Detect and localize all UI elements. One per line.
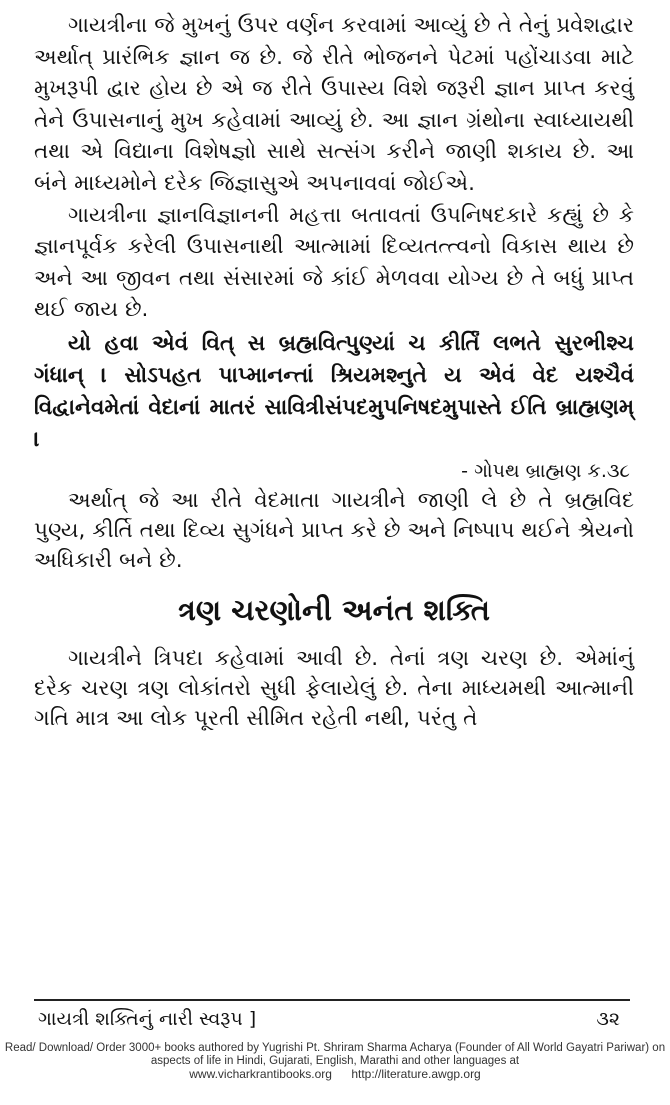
footer-divider bbox=[34, 999, 630, 1001]
page-number: ૩૨ bbox=[596, 1008, 620, 1030]
paragraph-intro: ગાયત્રીના જે મુખનું ઉપર વર્ણન કરવામાં આવ્યું છે તે તેનું પ્રવેશદ્વાર અર્થાત્ પ્રારંભિક જ્ઞાન જ છે. જે રીતે ભોજનને પેટમાં પહોંચાડવા માટે મુખરૂપી દ્વાર હોય છે એ જ રીતે ઉપાસ્ય વિશે જરૂરી જ્ઞાન પ્રાપ્ત કરવું તેને ઉપાસનાનું મુખ કહેવામાં આવ્યું છે. આ જ્ઞાન ગ્રંથોના સ્વાધ્યાયથી તથા એ વિદ્યાના વિશેષજ્ઞો સાથે સત્સંગ કરીને જાણી શકાય છે. આ બંને માધ્યમોને દરેક જિજ્ઞાસુએ અપનાવવાં જોઈએ. bbox=[34, 13, 634, 196]
section-heading: ત્રણ ચરણોની અનંત શક્તિ bbox=[178, 592, 490, 627]
credit-text: Read/ Download/ Order 3000+ books authored by Yugrishi Pt. Shriram Sharma Acharya (Founder of All World Gayatri Pariwar) on aspects of life in Hindi, Gujarati, English, Marathi and other languages at bbox=[4, 1042, 666, 1067]
page-body bbox=[34, 10, 634, 734]
footer-book-title: ગાયત્રી શક્તિનું નારી સ્વરૂપ ] bbox=[38, 1008, 257, 1030]
link-vicharkrantibooks[interactable]: www.vicharkrantibooks.org bbox=[189, 1067, 332, 1081]
credit-links bbox=[0, 1068, 670, 1081]
paragraph-tripada: ગાયત્રીને ત્રિપદા કહેવામાં આવી છે. તેનાં ત્રણ ચરણ છે. એમાંનું દરેક ચરણ ત્રણ લોકાંતરો સુધી ફેલાયેલું છે. તેના માધ્યમથી આત્માની ગતિ માત્ર આ લોક પૂરતી સીમિત રહેતી નથી, પરંતુ તે bbox=[34, 645, 634, 731]
sanskrit-verse: યો હવા એવં વિત્ સ બ્રહ્મવિત્પુણ્યાં ચ કીર્તિં લભતે સુરભીશ્ચ ગંધાન્ । સોઽપહત પાપ્માનન્તાં શ્રિયમશ્નુતે ય એવં વેદ યશ્ચૈવં વિદ્વાનેવમેતાં વેદાનાં માતરં સાવિત્રીસંપદમુપનિષદમુપાસ્તે ઈતિ બ્રાહ્મણમ્ । bbox=[34, 330, 634, 452]
verse-source: - ગોપથ બ્રાહ્મણ ક.૩૮ bbox=[461, 459, 630, 482]
link-literature-awgp[interactable]: http://literature.awgp.org bbox=[351, 1067, 481, 1081]
paragraph-meaning: અર્થાત્ જે આ રીતે વેદમાતા ગાયત્રીને જાણી લે છે તે બ્રહ્મવિદ પુણ્ય, કીર્તિ તથા દિવ્ય સુગંધને પ્રાપ્ત કરે છે અને નિષ્પાપ થઈને શ્રેયનો અધિકારી બને છે. bbox=[34, 487, 634, 573]
publisher-credit bbox=[0, 1042, 670, 1081]
paragraph-upanishad: ગાયત્રીના જ્ઞાનવિજ્ઞાનની મહત્તા બતાવતાં ઉપનિષદકારે કહ્યું છે કે જ્ઞાનપૂર્વક કરેલી ઉપાસનાથી આત્મામાં દિવ્યતત્ત્વનો વિકાસ થાય છે અને આ જીવન તથા સંસારમાં જે કાંઈ મેળવવા યોગ્ય છે તે બધું પ્રાપ્ત થઈ જાય છે. bbox=[34, 202, 634, 323]
